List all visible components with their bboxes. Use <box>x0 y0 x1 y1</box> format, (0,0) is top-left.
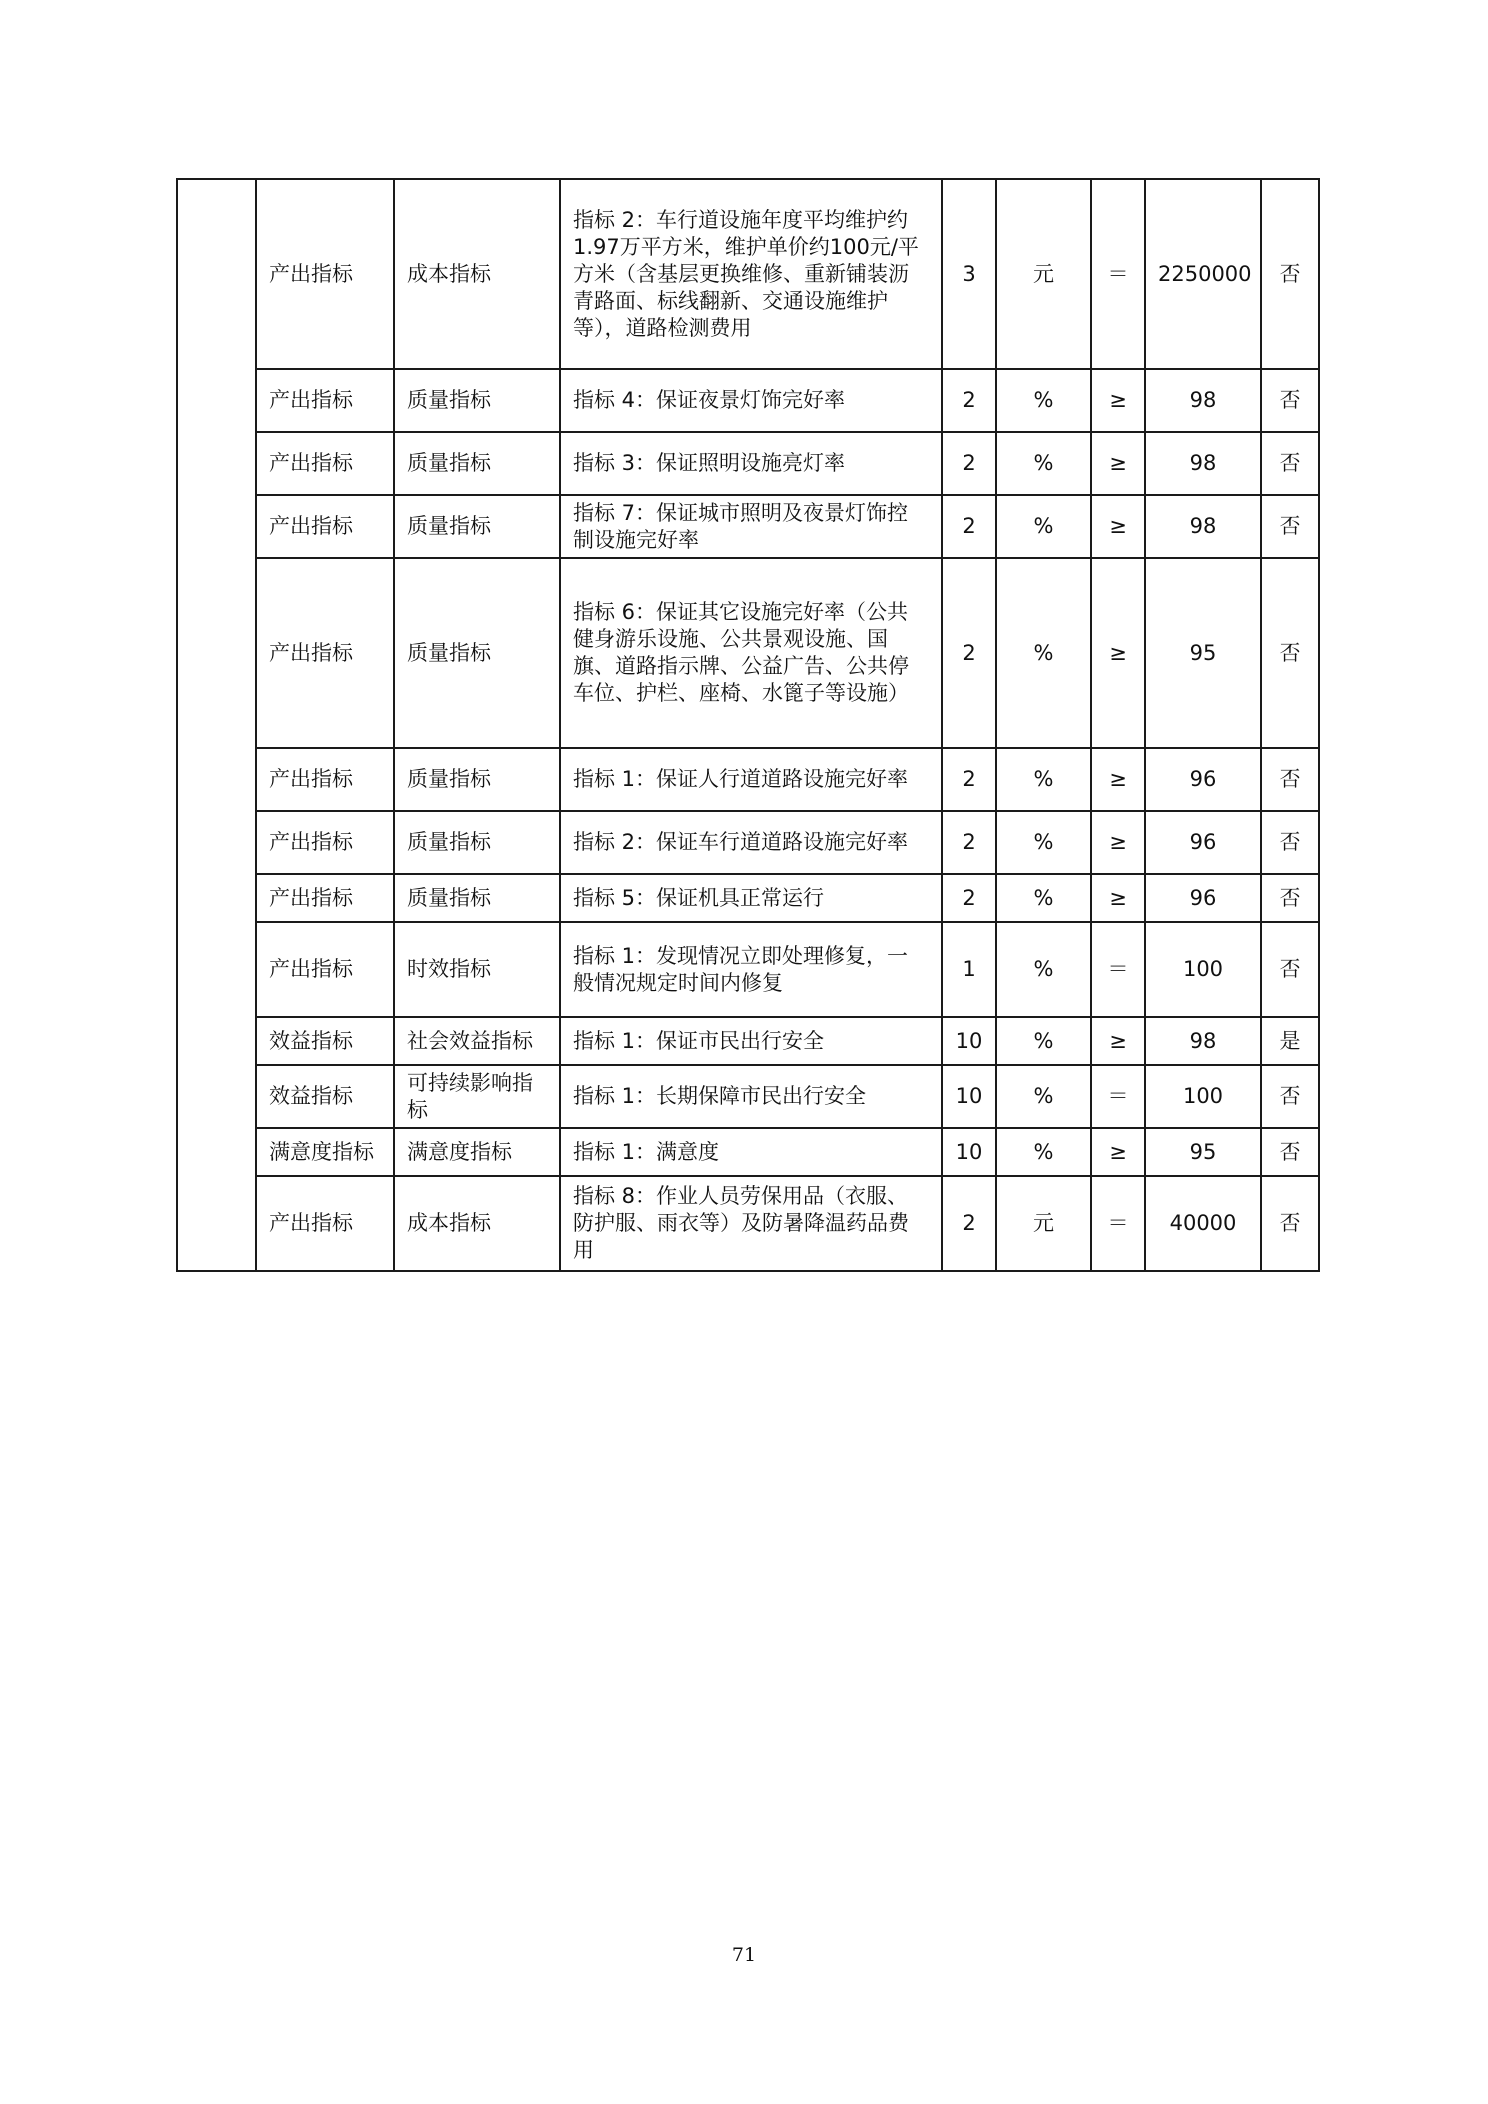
target-value-cell: 95 <box>1145 558 1261 748</box>
unit-cell: % <box>996 558 1091 748</box>
operator-cell: ＝ <box>1091 1065 1145 1128</box>
operator-cell: ≥ <box>1091 495 1145 558</box>
weight-cell: 10 <box>942 1128 996 1176</box>
table-row <box>177 811 1319 874</box>
category-cell: 效益指标 <box>256 1017 394 1065</box>
category-cell: 产出指标 <box>256 432 394 495</box>
subcategory-cell: 成本指标 <box>394 179 560 369</box>
core-indicator-cell: 否 <box>1261 495 1319 558</box>
subcategory-cell: 质量指标 <box>394 811 560 874</box>
weight-cell: 2 <box>942 811 996 874</box>
operator-cell: ≥ <box>1091 1017 1145 1065</box>
weight-cell: 2 <box>942 874 996 922</box>
core-indicator-cell: 否 <box>1261 1176 1319 1271</box>
indicator-cell: 指标 6：保证其它设施完好率（公共健身游乐设施、公共景观设施、国旗、道路指示牌、公益广告、公共停车位、护栏、座椅、水篦子等设施） <box>560 558 942 748</box>
subcategory-cell: 质量指标 <box>394 432 560 495</box>
core-indicator-cell: 是 <box>1261 1017 1319 1065</box>
category-cell: 满意度指标 <box>256 1128 394 1176</box>
table-row <box>177 369 1319 432</box>
operator-cell: ≥ <box>1091 811 1145 874</box>
operator-cell: ≥ <box>1091 558 1145 748</box>
operator-cell: ≥ <box>1091 432 1145 495</box>
indicator-cell: 指标 1：满意度 <box>560 1128 942 1176</box>
target-value-cell: 100 <box>1145 922 1261 1017</box>
target-value-cell: 2250000 <box>1145 179 1261 369</box>
subcategory-cell: 时效指标 <box>394 922 560 1017</box>
core-indicator-cell: 否 <box>1261 369 1319 432</box>
core-indicator-cell: 否 <box>1261 1065 1319 1128</box>
weight-cell: 2 <box>942 369 996 432</box>
indicator-cell: 指标 7：保证城市照明及夜景灯饰控制设施完好率 <box>560 495 942 558</box>
subcategory-cell: 质量指标 <box>394 558 560 748</box>
page-number: 71 <box>731 1944 757 1966</box>
table-row <box>177 1017 1319 1065</box>
unit-cell: % <box>996 748 1091 811</box>
table-body <box>177 179 1319 1271</box>
table-row <box>177 432 1319 495</box>
target-value-cell: 98 <box>1145 495 1261 558</box>
operator-cell: ＝ <box>1091 922 1145 1017</box>
core-indicator-cell: 否 <box>1261 432 1319 495</box>
operator-cell: ≥ <box>1091 874 1145 922</box>
core-indicator-cell: 否 <box>1261 179 1319 369</box>
unit-cell: % <box>996 874 1091 922</box>
weight-cell: 2 <box>942 432 996 495</box>
table-row <box>177 1176 1319 1271</box>
category-cell: 产出指标 <box>256 179 394 369</box>
unit-cell: % <box>996 432 1091 495</box>
category-cell: 产出指标 <box>256 1176 394 1271</box>
operator-cell: ≥ <box>1091 748 1145 811</box>
indicator-cell: 指标 3：保证照明设施亮灯率 <box>560 432 942 495</box>
table-row <box>177 1128 1319 1176</box>
category-cell: 产出指标 <box>256 748 394 811</box>
category-cell: 产出指标 <box>256 558 394 748</box>
unit-cell: 元 <box>996 1176 1091 1271</box>
target-value-cell: 100 <box>1145 1065 1261 1128</box>
unit-cell: % <box>996 1065 1091 1128</box>
unit-cell: % <box>996 1128 1091 1176</box>
operator-cell: ≥ <box>1091 369 1145 432</box>
weight-cell: 2 <box>942 1176 996 1271</box>
target-value-cell: 40000 <box>1145 1176 1261 1271</box>
subcategory-cell: 质量指标 <box>394 748 560 811</box>
indicator-cell: 指标 1：发现情况立即处理修复，一般情况规定时间内修复 <box>560 922 942 1017</box>
table-row <box>177 1065 1319 1128</box>
operator-cell: ≥ <box>1091 1128 1145 1176</box>
weight-cell: 10 <box>942 1017 996 1065</box>
target-value-cell: 96 <box>1145 811 1261 874</box>
operator-cell: ＝ <box>1091 179 1145 369</box>
target-value-cell: 98 <box>1145 1017 1261 1065</box>
subcategory-cell: 社会效益指标 <box>394 1017 560 1065</box>
weight-cell: 2 <box>942 748 996 811</box>
table-row <box>177 922 1319 1017</box>
indicator-cell: 指标 1：保证人行道道路设施完好率 <box>560 748 942 811</box>
category-cell: 效益指标 <box>256 1065 394 1128</box>
subcategory-cell: 可持续影响指标 <box>394 1065 560 1128</box>
indicator-cell: 指标 1：长期保障市民出行安全 <box>560 1065 942 1128</box>
category-cell: 产出指标 <box>256 874 394 922</box>
core-indicator-cell: 否 <box>1261 748 1319 811</box>
indicator-cell: 指标 2：车行道设施年度平均维护约1.97万平方米，维护单价约100元/平方米（含基层更换维修、重新铺装沥青路面、标线翻新、交通设施维护等），道路检测费用 <box>560 179 942 369</box>
category-cell: 产出指标 <box>256 922 394 1017</box>
table-row <box>177 495 1319 558</box>
target-value-cell: 98 <box>1145 369 1261 432</box>
indicator-cell: 指标 2：保证车行道道路设施完好率 <box>560 811 942 874</box>
weight-cell: 1 <box>942 922 996 1017</box>
target-value-cell: 98 <box>1145 432 1261 495</box>
indicator-cell: 指标 5：保证机具正常运行 <box>560 874 942 922</box>
subcategory-cell: 满意度指标 <box>394 1128 560 1176</box>
unit-cell: 元 <box>996 179 1091 369</box>
category-cell: 产出指标 <box>256 811 394 874</box>
core-indicator-cell: 否 <box>1261 874 1319 922</box>
indicator-cell: 指标 1：保证市民出行安全 <box>560 1017 942 1065</box>
indicator-cell: 指标 8：作业人员劳保用品（衣服、防护服、雨衣等）及防暑降温药品费用 <box>560 1176 942 1271</box>
table-row <box>177 179 1319 369</box>
category-cell: 产出指标 <box>256 369 394 432</box>
category-cell: 产出指标 <box>256 495 394 558</box>
table-row <box>177 558 1319 748</box>
weight-cell: 2 <box>942 558 996 748</box>
unit-cell: % <box>996 369 1091 432</box>
weight-cell: 2 <box>942 495 996 558</box>
core-indicator-cell: 否 <box>1261 811 1319 874</box>
core-indicator-cell: 否 <box>1261 558 1319 748</box>
core-indicator-cell: 否 <box>1261 1128 1319 1176</box>
performance-indicator-table <box>176 178 1320 1272</box>
unit-cell: % <box>996 1017 1091 1065</box>
unit-cell: % <box>996 495 1091 558</box>
weight-cell: 10 <box>942 1065 996 1128</box>
merged-level1-cell <box>177 179 256 1271</box>
operator-cell: ＝ <box>1091 1176 1145 1271</box>
target-value-cell: 96 <box>1145 874 1261 922</box>
subcategory-cell: 质量指标 <box>394 495 560 558</box>
table-row <box>177 874 1319 922</box>
unit-cell: % <box>996 922 1091 1017</box>
indicator-cell: 指标 4：保证夜景灯饰完好率 <box>560 369 942 432</box>
unit-cell: % <box>996 811 1091 874</box>
subcategory-cell: 成本指标 <box>394 1176 560 1271</box>
subcategory-cell: 质量指标 <box>394 369 560 432</box>
core-indicator-cell: 否 <box>1261 922 1319 1017</box>
target-value-cell: 96 <box>1145 748 1261 811</box>
table-row <box>177 748 1319 811</box>
subcategory-cell: 质量指标 <box>394 874 560 922</box>
weight-cell: 3 <box>942 179 996 369</box>
target-value-cell: 95 <box>1145 1128 1261 1176</box>
